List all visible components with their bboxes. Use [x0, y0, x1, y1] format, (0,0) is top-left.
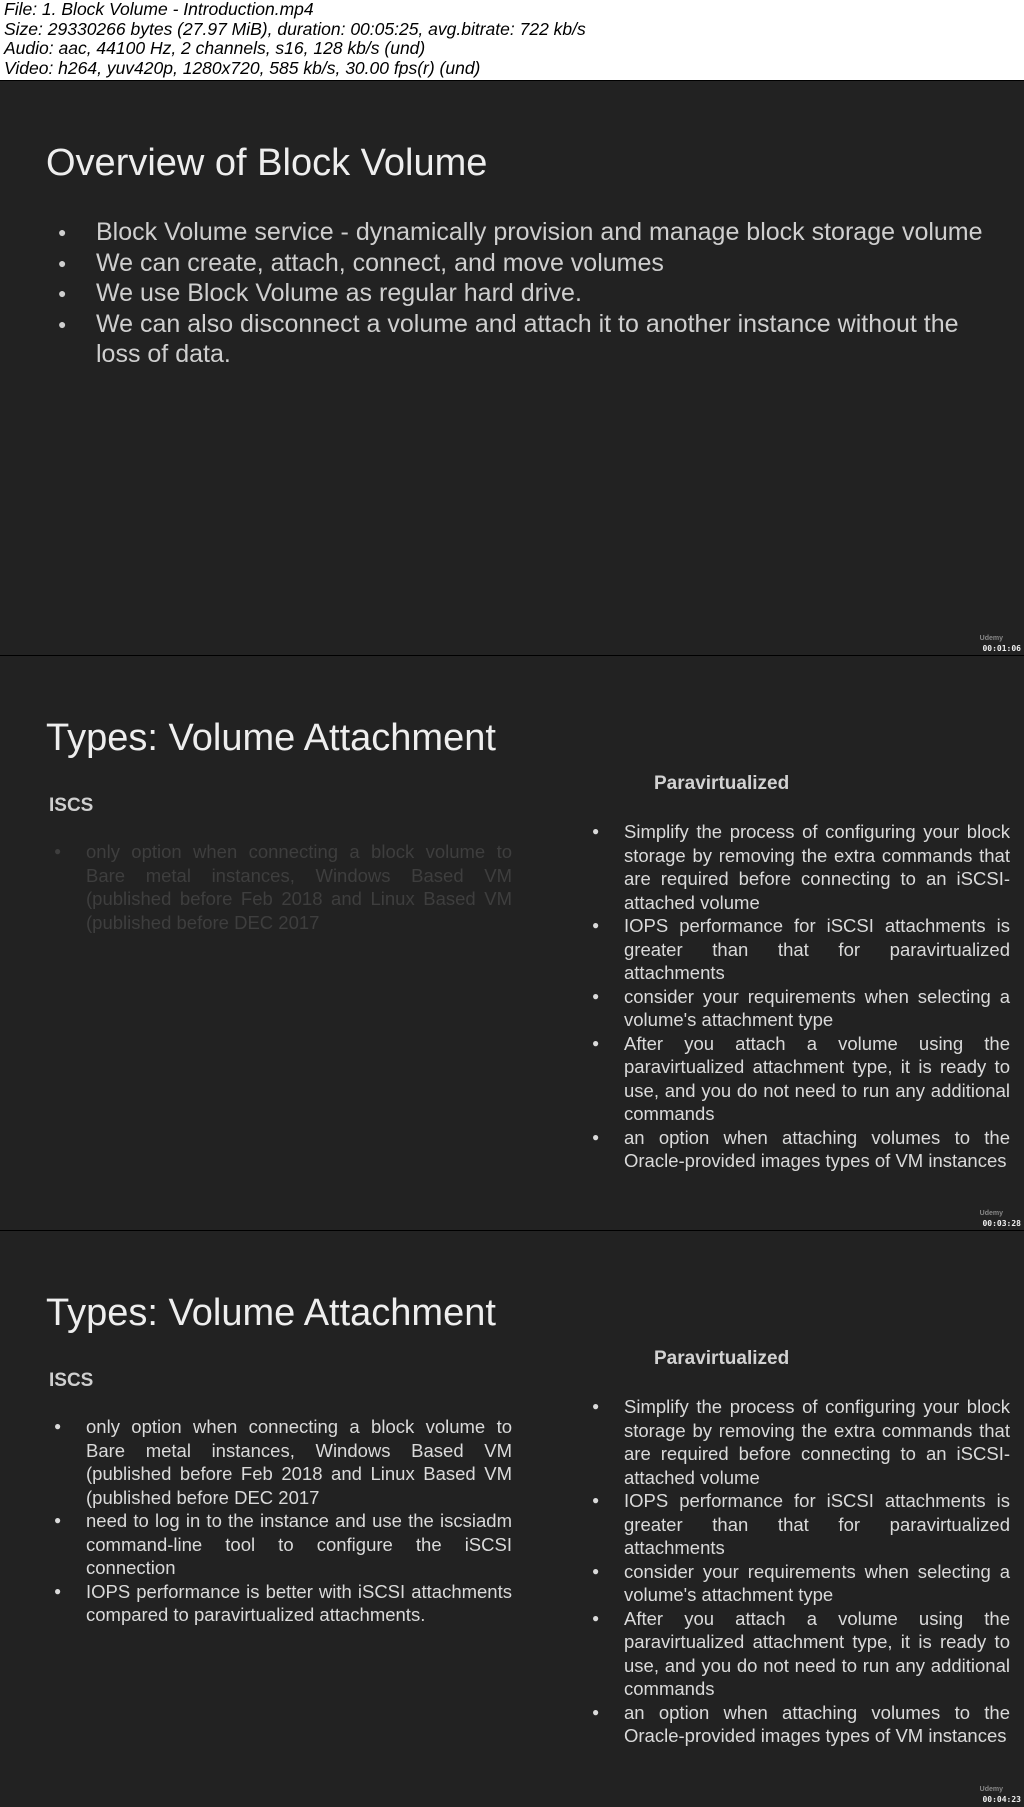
- frame-timestamp: [979, 1210, 1021, 1228]
- file-info-line: File: 1. Block Volume - Introduction.mp4: [4, 0, 314, 19]
- udemy-logo-icon: Udemy: [979, 1786, 1003, 1793]
- list-item: ● consider your requirements when selecting a volume's attachment type: [588, 1560, 1010, 1607]
- paravirtualized-heading: Paravirtualized: [654, 773, 790, 794]
- slide-title: Types: Volume Attachment: [46, 1292, 496, 1334]
- list-item: ● After you attach a volume using the paravirtualized attachment type, it is ready to use, and you do not need to run any additional commands: [588, 1032, 1010, 1126]
- list-item: ● We can also disconnect a volume and attach it to another instance without the loss of data.: [56, 309, 996, 370]
- paravirtualized-bullet-list: [588, 1395, 1010, 1748]
- list-item: ● After you attach a volume using the paravirtualized attachment type, it is ready to use, and you do not need to run any additional commands: [588, 1607, 1010, 1701]
- udemy-logo-icon: Udemy: [979, 635, 1003, 642]
- frame-timestamp: [979, 1786, 1021, 1804]
- list-item: ● an option when attaching volumes to the Oracle-provided images types of VM instances: [588, 1701, 1010, 1748]
- list-item: ● IOPS performance is better with iSCSI attachments compared to paravirtualized attachments.: [50, 1580, 512, 1627]
- paravirtualized-bullet-list: [588, 820, 1010, 1173]
- bullet-list: [56, 217, 996, 370]
- slide-title: Overview of Block Volume: [46, 142, 488, 184]
- video-frame-3: [0, 1230, 1024, 1807]
- timestamp-label: 00:04:23: [982, 1795, 1021, 1804]
- list-item: ● only option when connecting a block volume to Bare metal instances, Windows Based VM (published before Feb 2018 and Linux Based VM (published before DEC 2017: [50, 1415, 512, 1509]
- list-item: ● need to log in to the instance and use the iscsiadm command-line tool to configure the iSCSI connection: [50, 1509, 512, 1580]
- list-item: ● an option when attaching volumes to the Oracle-provided images types of VM instances: [588, 1126, 1010, 1173]
- iscs-heading: ISCS: [49, 1370, 94, 1391]
- list-item: ● Block Volume service - dynamically provision and manage block storage volume: [56, 217, 996, 248]
- frame-timestamp: [979, 635, 1021, 653]
- list-item: ● Simplify the process of configuring your block storage by removing the extra commands that are required before connecting to an iSCSI-attached volume: [588, 820, 1010, 914]
- iscs-bullet-list: [50, 1415, 512, 1627]
- list-item: ● only option when connecting a block volume to Bare metal instances, Windows Based VM (published before Feb 2018 and Linux Based VM (published before DEC 2017: [50, 840, 512, 934]
- timestamp-label: 00:03:28: [982, 1219, 1021, 1228]
- file-info-header: [0, 0, 1024, 80]
- list-item: ● We can create, attach, connect, and move volumes: [56, 248, 996, 279]
- list-item: ● consider your requirements when selecting a volume's attachment type: [588, 985, 1010, 1032]
- file-info-line: Video: h264, yuv420p, 1280x720, 585 kb/s, 30.00 fps(r) (und): [4, 57, 481, 78]
- list-item: ● IOPS performance for iSCSI attachments is greater than that for paravirtualized attachments: [588, 914, 1010, 985]
- udemy-logo-icon: Udemy: [979, 1210, 1003, 1217]
- iscs-heading: ISCS: [49, 795, 94, 816]
- file-info-line: Size: 29330266 bytes (27.97 MiB), duration: 00:05:25, avg.bitrate: 722 kb/s: [4, 18, 586, 39]
- list-item: ● We use Block Volume as regular hard drive.: [56, 278, 996, 309]
- timestamp-label: 00:01:06: [982, 644, 1021, 653]
- video-frame-1: [0, 80, 1024, 655]
- file-info-line: Audio: aac, 44100 Hz, 2 channels, s16, 128 kb/s (und): [4, 38, 426, 58]
- list-item: ● Simplify the process of configuring your block storage by removing the extra commands that are required before connecting to an iSCSI-attached volume: [588, 1395, 1010, 1489]
- list-item: ● IOPS performance for iSCSI attachments is greater than that for paravirtualized attachments: [588, 1489, 1010, 1560]
- paravirtualized-heading: Paravirtualized: [654, 1348, 790, 1369]
- slide-title: Types: Volume Attachment: [46, 717, 496, 759]
- video-frame-2: [0, 655, 1024, 1230]
- iscs-bullet-list: [50, 840, 512, 934]
